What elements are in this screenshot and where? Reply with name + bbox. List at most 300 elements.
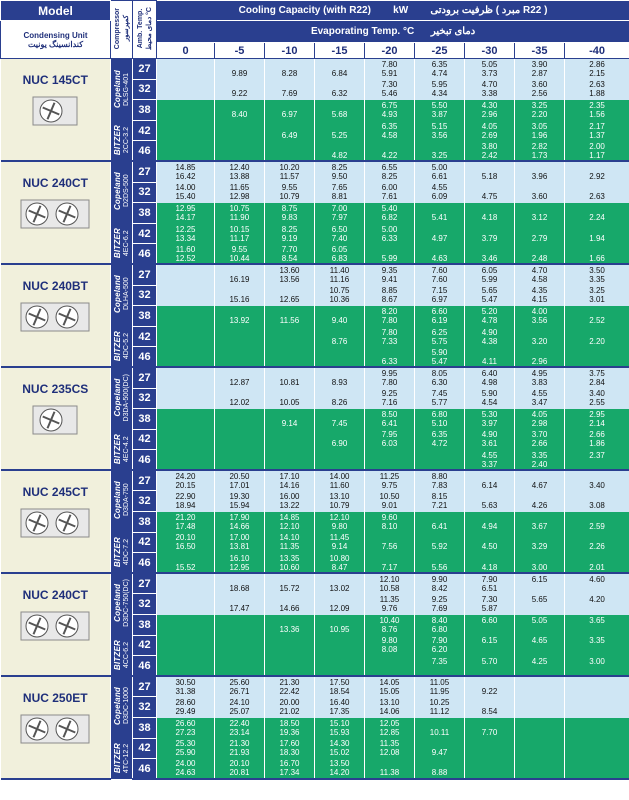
capacity-value [365,142,414,151]
capacity-value: 13.36 [279,624,300,634]
capacity-value: 8.25 [281,224,298,234]
capacity-value [515,225,564,234]
capacity-value: 17.00 [229,533,250,543]
capacity-value [465,666,514,675]
capacity-value [215,419,264,428]
amb-temp-cell: 42 [133,738,157,759]
capacity-value [215,131,264,140]
capacity-value: 14.16 [279,481,300,491]
evap-temp-8: -40 [565,43,629,59]
capacity-value: 6.33 [381,233,398,243]
capacity-cell [565,656,629,677]
capacity-value: 4.15 [531,295,548,305]
capacity-value: 7.00 [331,203,348,213]
capacity-value: 11.17 [229,233,250,243]
capacity-value: 12.40 [229,163,250,173]
capacity-value: 3.65 [589,615,605,625]
capacity-value: 9.01 [381,501,398,511]
capacity-value: 6.50 [331,224,348,234]
capacity-cell [465,429,515,450]
capacity-value [465,472,514,481]
capacity-cell [365,59,415,80]
capacity-value: 6.15 [481,636,498,646]
capacity-value: 31.38 [175,687,196,697]
capacity-value [315,410,364,419]
capacity-cell [265,429,315,450]
capacity-cell [565,615,629,636]
capacity-value: 7.45 [431,389,448,399]
capacity-value [157,616,214,625]
capacity-cell [515,409,565,430]
capacity-value: 3.96 [531,172,548,182]
condensing-unit-image [20,507,90,539]
capacity-value: 26.60 [175,718,196,728]
capacity-value: 5.47 [481,295,498,305]
capacity-value: 5.65 [481,286,498,296]
capacity-cell [265,470,315,491]
capacity-value [215,575,264,584]
capacity-value [315,430,364,439]
capacity-value: 4.18 [481,562,498,572]
capacity-value [265,369,314,378]
capacity-cell [157,470,215,491]
capacity-value: 4.20 [589,595,605,605]
capacity-value [315,645,364,654]
capacity-value: 2.26 [589,542,605,552]
capacity-cell [157,244,215,265]
capacity-value: 3.25 [431,150,448,160]
amb-temp-cell: 32 [133,182,157,203]
capacity-cell [315,367,365,388]
compressor-label [113,537,131,567]
capacity-value: 8.81 [331,192,348,202]
capacity-value [565,513,629,522]
compressor-label [113,70,131,108]
evap-temp-5: -25 [415,43,465,59]
capacity-value: 7.45 [331,418,348,428]
capacity-cell [265,182,315,203]
capacity-value: 5.99 [481,275,498,285]
capacity-value: 6.49 [281,130,298,140]
capacity-value [365,348,414,357]
capacity-value: 4.60 [589,575,605,585]
capacity-value: 9.80 [381,636,398,646]
capacity-value [565,245,629,254]
capacity-value: 14.30 [329,739,350,749]
capacity-cell [465,470,515,491]
capacity-value [157,266,214,275]
capacity-value: 2.87 [531,69,548,79]
table-row [1,676,629,697]
capacity-value: 17.01 [229,481,250,491]
capacity-cell [315,759,365,780]
capacity-value: 7.17 [381,562,398,572]
capacity-value [215,625,264,634]
capacity-cell [515,223,565,244]
capacity-cell [515,100,565,121]
capacity-value: 4.95 [531,369,548,379]
capacity-value: 6.25 [431,327,448,337]
capacity-value: 8.28 [281,69,298,79]
amb-temp-cell: 32 [133,79,157,100]
condensing-unit-image [32,404,78,436]
capacity-header [157,1,629,21]
capacity-cell [365,306,415,327]
amb-temp-cell: 38 [133,100,157,121]
capacity-cell [465,532,515,553]
capacity-cell [415,120,465,141]
capacity-value: 2.69 [481,130,498,140]
capacity-value [315,595,364,604]
compressor-brand-logo: Copeland [112,69,122,108]
capacity-value [415,739,464,748]
capacity-value [157,645,214,654]
capacity-value: 6.55 [381,163,398,173]
capacity-value [157,337,214,346]
capacity-value: 11.12 [429,707,450,717]
capacity-value: 2.14 [589,418,605,428]
capacity-cell [465,120,515,141]
capacity-value [565,533,629,542]
capacity-value: 2.37 [589,450,605,460]
amb-temp-cell: 46 [133,656,157,677]
capacity-value: 6.15 [531,575,548,585]
capacity-cell [157,656,215,677]
compressor-label [113,228,131,258]
capacity-value: 9.55 [231,244,248,254]
capacity-value [515,204,564,213]
capacity-cell [157,100,215,121]
capacity-cell [415,203,465,224]
capacity-value: 6.61 [431,172,448,182]
capacity-value [565,357,629,366]
capacity-value [215,460,264,469]
capacity-value [157,131,214,140]
capacity-value: 4.78 [481,315,498,325]
capacity-cell [515,141,565,162]
amb-temp-cell: 38 [133,512,157,533]
capacity-cell [415,635,465,656]
capacity-value: 21.30 [279,678,300,688]
capacity-cell [365,161,415,182]
compressor-label [113,481,131,519]
capacity-cell [565,306,629,327]
amb-temp-cell: 42 [133,635,157,656]
capacity-value: 5.90 [431,347,448,357]
capacity-value: 16.00 [279,492,300,502]
capacity-value [515,604,564,613]
capacity-cell [465,594,515,615]
capacity-cell [265,79,315,100]
capacity-value: 3.97 [481,418,498,428]
capacity-value: 12.05 [379,718,400,728]
capacity-value: 12.95 [175,203,196,213]
capacity-cell [365,203,415,224]
capacity-cell [315,656,365,677]
capacity-value [465,759,514,768]
capacity-value: 12.95 [229,562,250,572]
capacity-value: 2.00 [589,141,605,151]
capacity-value: 25.90 [175,748,196,758]
capacity-value: 7.97 [331,212,348,222]
capacity-value: 3.25 [589,286,605,296]
amb-temp-cell: 38 [133,203,157,224]
capacity-value [265,60,314,69]
capacity-value: 2.55 [589,398,605,408]
compressor-model: D3DA-750 [122,483,130,517]
capacity-cell [515,244,565,265]
amb-temp-cell: 38 [133,615,157,636]
capacity-cell [565,223,629,244]
capacity-value: 10.95 [329,624,350,634]
capacity-cell [465,182,515,203]
capacity-value: 12.09 [329,604,350,614]
capacity-value: 7.80 [381,378,398,388]
capacity-value [265,389,314,398]
capacity-value [215,595,264,604]
capacity-value: 4.90 [481,327,498,337]
capacity-value: 5.91 [381,69,398,79]
capacity-cell [515,512,565,533]
compressor-model: D2DS-500 [122,175,130,208]
capacity-value: 14.85 [175,163,196,173]
capacity-value [565,625,629,634]
capacity-value: 4.93 [381,109,398,119]
capacity-value [315,460,364,469]
capacity-value: 5.75 [431,336,448,346]
capacity-cell [157,367,215,388]
capacity-value: 16.19 [229,275,250,285]
capacity-value: 8.76 [331,336,348,346]
capacity-cell [215,264,265,285]
capacity-cell [215,79,265,100]
compressor-label [113,125,131,155]
capacity-cell [365,491,415,512]
capacity-value [565,584,629,593]
capacity-cell [515,656,565,677]
capacity-cell [157,285,215,306]
capacity-cell [515,553,565,574]
capacity-cell [365,388,415,409]
capacity-cell [265,491,315,512]
capacity-value: 10.75 [329,286,350,296]
capacity-value: 9.40 [331,315,348,325]
capacity-value: 6.35 [431,60,448,70]
capacity-value: 4.97 [431,233,448,243]
capacity-value: 17.90 [229,512,250,522]
capacity-value [465,348,514,357]
capacity-value: 13.88 [229,172,250,182]
capacity-cell [415,285,465,306]
capacity-value: 4.54 [481,398,498,408]
capacity-cell [515,388,565,409]
capacity-cell [265,697,315,718]
capacity-value: 10.75 [229,203,250,213]
capacity-cell [215,347,265,368]
capacity-value [215,60,264,69]
compressor-header-fa: کمپرسور [122,15,130,42]
capacity-cell [265,203,315,224]
capacity-value: 6.83 [331,253,348,263]
capacity-value: 6.82 [381,212,398,222]
capacity-cell [415,738,465,759]
capacity-value: 26.71 [229,687,250,697]
capacity-value: 11.16 [329,275,350,285]
capacity-value: 3.05 [531,121,548,131]
model-cell [1,264,111,367]
amb-temp-cell: 38 [133,306,157,327]
capacity-cell [565,388,629,409]
capacity-value [465,739,514,748]
model-name: NUC 145CT [22,73,88,87]
capacity-value [515,533,564,542]
capacity-value: 10.58 [379,584,400,594]
capacity-cell [465,306,515,327]
capacity-cell [465,409,515,430]
capacity-cell [465,635,515,656]
capacity-value: 17.34 [279,768,300,778]
capacity-value: 9.83 [281,212,298,222]
capacity-value [515,513,564,522]
capacity-value: 16.10 [229,553,250,563]
capacity-cell [215,120,265,141]
capacity-value: 3.87 [431,109,448,119]
capacity-value: 4.58 [381,130,398,140]
capacity-value: 2.63 [589,80,605,90]
capacity-value: 6.20 [431,645,448,655]
capacity-cell [415,223,465,244]
table-row [1,264,629,285]
capacity-value [515,245,564,254]
capacity-value [315,307,364,316]
capacity-cell [515,738,565,759]
capacity-value [265,122,314,131]
capacity-cell [315,264,365,285]
capacity-cell [365,738,415,759]
capacity-cell [415,676,465,697]
capacity-value: 2.98 [531,418,548,428]
capacity-value [365,666,414,675]
capacity-value: 9.89 [231,69,248,79]
model-cell [1,676,111,779]
capacity-cell [215,512,265,533]
capacity-value: 9.80 [331,521,348,531]
capacity-value: 10.44 [229,253,250,263]
model-header: Model [1,1,111,21]
condensing-unit-header [1,21,111,59]
capacity-value: 5.90 [481,389,498,399]
capacity-value [365,533,414,542]
capacity-value: 10.25 [429,698,450,708]
capacity-value: 5.15 [431,121,448,131]
capacity-value: 22.40 [229,718,250,728]
compressor-brand-logo: Copeland [112,378,122,417]
capacity-value: 9.25 [381,389,398,399]
capacity-cell [365,470,415,491]
amb-temp-cell: 46 [133,759,157,780]
capacity-value [157,666,214,675]
capacity-value: 2.66 [531,439,548,449]
capacity-value: 13.92 [229,315,250,325]
evap-temp-2: -10 [265,43,315,59]
capacity-value: 7.65 [331,183,348,193]
capacity-value: 7.69 [281,89,298,99]
amb-temp-cell: 46 [133,141,157,162]
capacity-value: 3.25 [531,100,548,110]
capacity-value [315,101,364,110]
capacity-value: 18.94 [175,501,196,511]
capacity-cell [565,264,629,285]
capacity-cell [565,573,629,594]
capacity-cell [157,347,215,368]
capacity-cell [415,532,465,553]
capacity-value: 3.40 [589,389,605,399]
capacity-value [515,625,564,634]
capacity-value: 9.14 [281,418,298,428]
capacity-value [157,460,214,469]
capacity-value: 9.50 [331,172,348,182]
capacity-value: 1.73 [531,150,548,160]
capacity-cell [415,615,465,636]
capacity-cell [265,326,315,347]
capacity-value: 3.00 [589,656,605,666]
capacity-cell [215,676,265,697]
capacity-value [215,657,264,666]
capacity-value: 14.17 [175,212,196,222]
capacity-value: 9.35 [381,266,398,276]
evap-temp-1: -5 [215,43,265,59]
capacity-cell [515,759,565,780]
capacity-cell [215,285,265,306]
capacity-cell [565,697,629,718]
capacity-value [565,554,629,563]
capacity-value: 9.22 [481,687,498,697]
compressor-label [113,172,131,210]
capacity-cell [157,553,215,574]
capacity-value [515,748,564,757]
capacity-value: 19.36 [279,727,300,737]
model-cell [1,573,111,676]
capacity-cell [565,79,629,100]
capacity-value: 12.08 [379,748,400,758]
capacity-cell [415,409,465,430]
capacity-cell [265,594,315,615]
capacity-value [157,430,214,439]
amb-temp-cell: 42 [133,326,157,347]
capacity-value: 10.05 [279,398,300,408]
capacity-value: 9.19 [281,233,298,243]
capacity-value: 6.05 [481,266,498,276]
capacity-cell [565,635,629,656]
capacity-value: 4.50 [481,542,498,552]
capacity-cell [265,306,315,327]
capacity-cell [315,573,365,594]
capacity-value [157,554,214,563]
capacity-value [157,110,214,119]
capacity-value [215,451,264,460]
capacity-value: 9.90 [431,575,448,585]
capacity-cell [215,470,265,491]
capacity-value: 4.05 [531,409,548,419]
capacity-value: 5.18 [481,172,498,182]
capacity-cell [157,573,215,594]
capacity-value: 1.17 [589,150,605,160]
capacity-cell [315,285,365,306]
capacity-cell [215,635,265,656]
capacity-cell [465,573,515,594]
capacity-cell [515,347,565,368]
capacity-value [415,759,464,768]
